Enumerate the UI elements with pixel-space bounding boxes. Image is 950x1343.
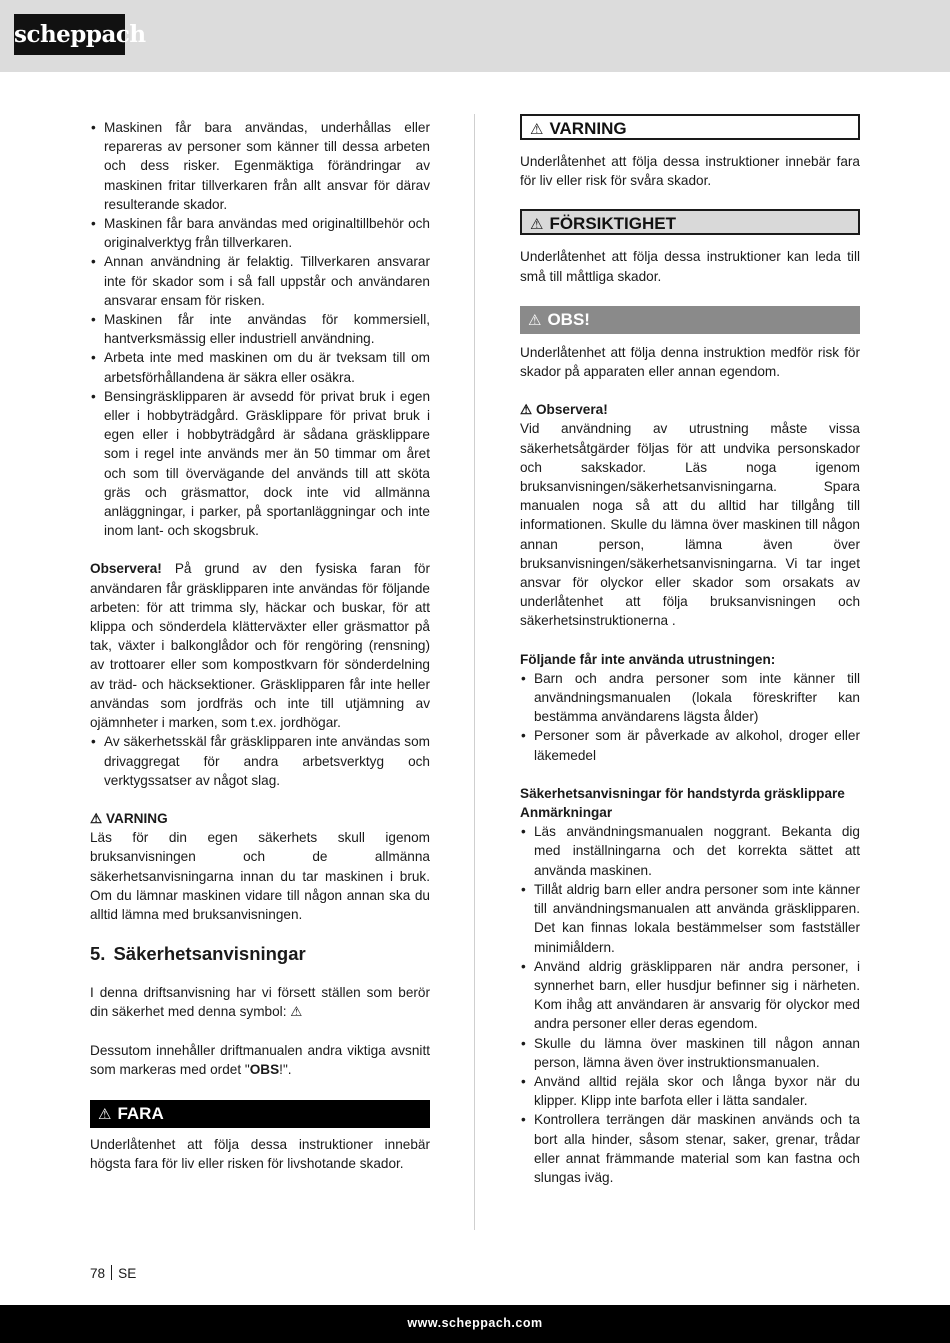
list-item: • Tillåt aldrig barn eller andra personer som inte känner till användningsmanualen att använda gräsklipparen. Det kan finnas lokala bestämmelser som fastställer minimiåldern. (520, 880, 860, 957)
observera-paragraph (90, 559, 430, 732)
safety-list (520, 822, 860, 1187)
warning-triangle-icon: ⚠ (98, 1105, 112, 1123)
list-item: • Arbeta inte med maskinen om du är tveksam till om arbetsförhållandena är säkra eller osäkra. (90, 348, 430, 386)
fara-text: Underlåtenhet att följa dessa instruktioner innebär högsta fara för liv eller risken för livshotande skador. (90, 1136, 430, 1172)
warning-triangle-icon: ⚠ (530, 216, 544, 234)
list-item: • Maskinen får bara användas, underhållas eller repareras av personer som känner till dessa arbeten och dess risker. Egenmäktiga förändringar av maskinen fritar tillverkaren från allt ansvar för därav resulterande skador. (90, 118, 430, 214)
fara-label: FARA (117, 1103, 164, 1123)
left-column (90, 118, 430, 1173)
obs-label: OBS! (547, 309, 590, 329)
warning-text: Läs för din egen säkerhets skull igenom bruksanvisningen och de allmänna säkerhetsanvisningarna innan du tar maskinen i bruk. Om du lämnar maskinen vidare till någon annan ska du alltid lämna med bruksanvisningen. (90, 830, 430, 922)
list-item: • Bensingräsklipparen är avsedd för privat bruk i egen eller i hobbyträdgård. Gräsklippare för privat bruk i egen eller i hobbyträdgård är sådana gräsklippare som i regel inte används mer än 50 timmar om året och som till övervägande del används till att sköta gräs och gräsmattor, dock inte vid allmänna anläggningar, i parker, på sportanläggningar och inte inom lant- och skogsbruk. (90, 387, 430, 541)
right-column (520, 114, 860, 1187)
website-link[interactable]: www.scheppach.com (407, 1316, 543, 1330)
forsiktighet-label: FÖRSIKTIGHET (549, 214, 677, 234)
observera-text: På grund av den fysiska faran för användaren får gräsklipparen inte användas för följande arbeten: för att trimma sly, häckar och buskar, för att klippa och sönderdela klätterväxter eller gräsmattor på tak, växter i balkonglådor och för rengöring (rensning) av trottoarer eller som kompostkvarn för sönderdelning av träd- och häcksektioner. Gräsklipparen får inte heller användas som jordfräs och inte till utjämning av ojämnheter i marken, som t.ex. jordhögar. (90, 561, 430, 731)
observera-label: Observera! (90, 561, 162, 577)
section-heading (90, 942, 430, 966)
fara-box (90, 1100, 430, 1128)
warning-triangle-icon: ⚠ (530, 121, 544, 138)
list-item: • Maskinen får inte användas för kommersiell, hantverksmässig eller industriell användning. (90, 310, 430, 348)
observera-heading: ⚠ Observera! (520, 402, 608, 418)
forbid-heading: Följande får inte använda utrustningen: (520, 651, 776, 667)
safety-heading: Säkerhetsanvisningar för handstyrda gräsklippare (520, 785, 845, 801)
section-number: 5. (90, 943, 106, 965)
page-number: 78 SE (90, 1266, 137, 1281)
list-item: • Använd aldrig gräsklipparen när andra personer, i synnerhet barn, eller husdjur befinner sig i närheten. Kom ihåg att användaren är ansvarig för olyckor med andra personer eller deras egendom. (520, 957, 860, 1034)
drive-unit-list (90, 732, 430, 790)
forsiktighet-box (520, 209, 860, 235)
forsiktighet-text: Underlåtenhet att följa dessa instruktioner kan leda till små till måttliga skador. (520, 249, 860, 284)
list-item: • Kontrollera terrängen där maskinen används och ta bort alla hinder, såsom stenar, saker, grenar, trådar eller annat främmande material som kan fastna och slungas iväg. (520, 1110, 860, 1187)
column-divider (474, 114, 475, 1230)
footer-bar (0, 1305, 950, 1343)
list-item: • Barn och andra personer som inte känner till användningsmanualen (lokala föreskrifter kan bestämma användarens lägsta ålder) (520, 669, 860, 727)
warning-heading: ⚠ VARNING (90, 810, 168, 826)
page-header (0, 0, 950, 72)
notes-heading: Anmärkningar (520, 805, 613, 821)
obs-intro-paragraph: Dessutom innehåller driftmanualen andra viktiga avsnitt som markeras med ordet "OBS!". (90, 1042, 430, 1077)
list-item: • Annan användning är felaktig. Tillverkaren ansvarar inte för skador som i så fall uppstår och användaren ansvarar ensam för risken. (90, 252, 430, 310)
forbid-list (520, 669, 860, 765)
list-item: • Använd alltid rejäla skor och långa byxor när du klipper. Klipp inte barfota eller i lätta sandaler. (520, 1072, 860, 1110)
obs-box (520, 306, 860, 334)
list-item: • Skulle du lämna över maskinen till någon annan person, lämna även över instruktionsmanualen. (520, 1034, 860, 1072)
warning-triangle-icon: ⚠ (528, 311, 542, 329)
obs-text: Underlåtenhet att följa denna instruktion medför risk för skador på apparaten eller annan egendom. (520, 344, 860, 380)
varning-label: VARNING (549, 119, 627, 138)
list-item: • Av säkerhetsskäl får gräsklipparen inte användas som drivaggregat för andra arbetsverktyg och verktygssatser av något slag. (90, 732, 430, 790)
list-item: • Läs användningsmanualen noggrant. Bekanta dig med inställningarna och det korrekta sättet att använda maskinen. (520, 822, 860, 880)
varning-box (520, 114, 860, 140)
scheppach-logo: scheppach (14, 14, 125, 55)
obs-word: OBS (249, 1061, 280, 1077)
list-item: • Maskinen får bara användas med originaltillbehör och originalverktyg från tillverkaren. (90, 214, 430, 252)
language-code: SE (118, 1266, 137, 1281)
intro-text: I denna driftsanvisning har vi försett ställen som berör din säkerhet med denna symbol: ⚠ (90, 985, 430, 1020)
usage-rules-list (90, 118, 430, 540)
observera-text: Vid användning av utrustning måste vissa säkerhetsåtgärder följas för att undvika personskador och sakskador. Läs noga igenom bruksanvisningen/säkerhetsanvisningarna. Spara manualen noga så att du alltid har tillgång till informationen. Skulle du lämna över maskinen till någon annan person, lämna även över bruksanvisningen/säkerhetsanvisningarna. Vi tar inget ansvar för olyckor eller skador som orsakats av underlåtenhet att följa bruksanvisningen och säkerhetsinstruktionerna . (520, 421, 860, 629)
section-title: Säkerhetsanvisningar (113, 943, 306, 965)
list-item: • Personer som är påverkade av alkohol, droger eller läkemedel (520, 726, 860, 764)
varning-text: Underlåtenhet att följa dessa instruktioner innebär fara för liv eller risk för svåra skador. (520, 154, 860, 189)
